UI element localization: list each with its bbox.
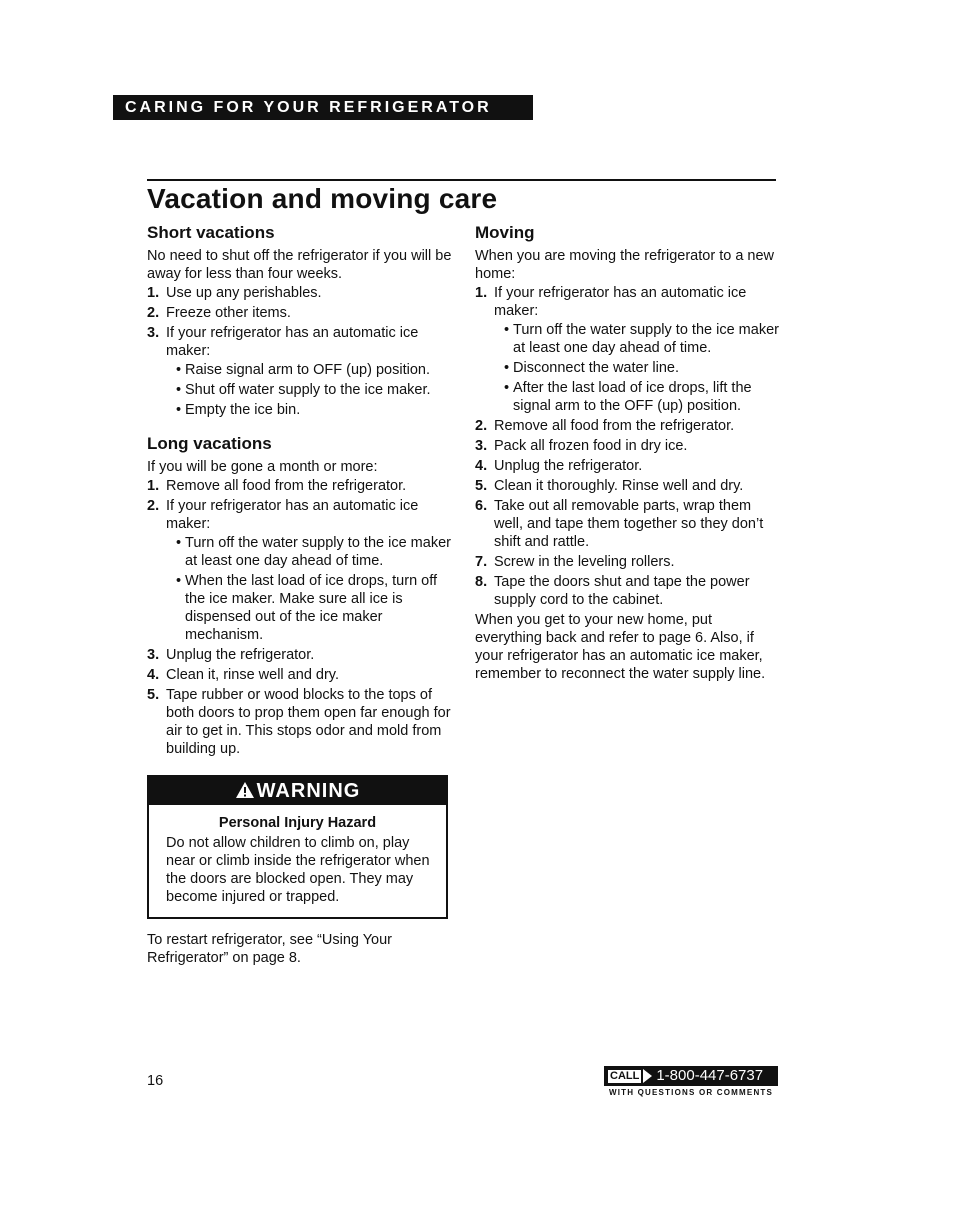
warning-title: Personal Injury Hazard	[218, 815, 377, 831]
call-label: CALL	[606, 1068, 643, 1085]
step-number: 5.	[475, 478, 488, 494]
moving-bullets	[494, 321, 780, 415]
step-text: If your refrigerator has an automatic ice maker:	[494, 285, 747, 319]
moving-steps	[475, 284, 780, 609]
short-vacations-section	[147, 222, 452, 419]
step-text: Tape the doors shut and tape the power supply cord to the cabinet.	[494, 574, 750, 608]
list-item	[475, 553, 780, 571]
section-gap	[147, 421, 452, 433]
step-text: Take out all removable parts, wrap them well, and tape them together so they don’t shift and rattle.	[494, 498, 764, 550]
step-text: Clean it, rinse well and dry.	[166, 667, 340, 683]
list-item	[147, 477, 452, 495]
phone-number: 1-800-447-6737	[656, 1067, 764, 1084]
step-text: Clean it thoroughly. Rinse well and dry.	[494, 478, 744, 494]
warning-label: WARNING	[256, 780, 361, 802]
step-number: 1.	[147, 478, 160, 494]
step-text: Freeze other items.	[166, 305, 291, 321]
bullet-item: • Turn off the water supply to the ice maker at least one day ahead of time.	[166, 534, 452, 570]
bullet-item: • Empty the ice bin.	[166, 401, 452, 419]
step-text: Pack all frozen food in dry ice.	[494, 438, 688, 454]
step-number: 2.	[147, 305, 160, 321]
list-item	[475, 573, 780, 609]
call-subtext: WITH QUESTIONS OR COMMENTS	[608, 1088, 774, 1097]
restart-note: To restart refrigerator, see “Using Your Refrigerator” on page 8.	[147, 932, 393, 966]
bullet-item: • Disconnect the water line.	[494, 359, 780, 377]
left-column	[147, 222, 452, 760]
bullet-item: • Turn off the water supply to the ice maker at least one day ahead of time.	[494, 321, 780, 357]
right-column	[475, 222, 780, 683]
section-header-bar	[113, 95, 533, 120]
list-item	[475, 497, 780, 551]
short-vacations-bullets	[166, 361, 452, 419]
list-item	[475, 284, 780, 415]
short-vacations-intro: No need to shut off the refrigerator if you will be away for less than four weeks.	[147, 248, 452, 282]
warning-triangle-icon	[235, 781, 255, 799]
moving-outro: When you get to your new home, put everything back and refer to page 6. Also, if your refrigerator has an automatic ice maker, remember to reconnect the water supply line.	[475, 612, 766, 682]
title-rule	[147, 179, 776, 181]
short-vacations-heading: Short vacations	[147, 223, 275, 242]
list-item	[147, 324, 452, 419]
list-item	[147, 497, 452, 644]
step-text: Use up any perishables.	[166, 285, 322, 301]
long-vacations-steps	[147, 477, 452, 758]
step-number: 6.	[475, 498, 488, 514]
step-number: 2.	[475, 418, 488, 434]
step-text: If your refrigerator has an automatic ice maker:	[166, 325, 419, 359]
list-item	[475, 417, 780, 435]
moving-heading: Moving	[475, 223, 535, 242]
list-item	[475, 437, 780, 455]
step-number: 2.	[147, 498, 160, 514]
step-number: 8.	[475, 574, 488, 590]
warning-body: Do not allow children to climb on, play near or climb inside the refrigerator when the doors are blocked open. They may become injured or trapped.	[166, 835, 430, 905]
step-number: 1.	[147, 285, 160, 301]
step-number: 7.	[475, 554, 488, 570]
step-number: 4.	[147, 667, 160, 683]
list-item	[475, 477, 780, 495]
page-number: 16	[147, 1073, 164, 1089]
step-text: Tape rubber or wood blocks to the tops of both doors to prop them open far enough for air to get in. This stops odor and mold from building up.	[166, 687, 451, 757]
arrow-right-icon	[643, 1069, 652, 1083]
step-number: 3.	[475, 438, 488, 454]
warning-header	[149, 777, 446, 805]
moving-section	[475, 222, 780, 683]
bullet-item: • Raise signal arm to OFF (up) position.	[166, 361, 452, 379]
step-number: 4.	[475, 458, 488, 474]
step-text: Screw in the leveling rollers.	[494, 554, 675, 570]
list-item	[475, 457, 780, 475]
step-text: Remove all food from the refrigerator.	[166, 478, 407, 494]
bullet-item: • Shut off water supply to the ice maker.	[166, 381, 452, 399]
list-item	[147, 284, 452, 302]
long-vacations-heading: Long vacations	[147, 434, 272, 453]
call-banner	[604, 1066, 778, 1086]
step-text: If your refrigerator has an automatic ice maker:	[166, 498, 419, 532]
list-item	[147, 646, 452, 664]
list-item	[147, 686, 452, 758]
long-vacations-section	[147, 433, 452, 758]
step-text: Remove all food from the refrigerator.	[494, 418, 735, 434]
moving-intro: When you are moving the refrigerator to a new home:	[475, 248, 775, 282]
page-title: Vacation and moving care	[147, 183, 498, 214]
warning-box	[147, 775, 448, 919]
long-vacations-bullets	[166, 534, 452, 644]
step-text: Unplug the refrigerator.	[166, 647, 315, 663]
step-text: Unplug the refrigerator.	[494, 458, 643, 474]
bullet-item: • When the last load of ice drops, turn off the ice maker. Make sure all ice is dispensed out of the ice maker mechanism.	[166, 572, 452, 644]
list-item	[147, 666, 452, 684]
step-number: 3.	[147, 647, 160, 663]
short-vacations-steps	[147, 284, 452, 419]
step-number: 5.	[147, 687, 160, 703]
long-vacations-intro: If you will be gone a month or more:	[147, 459, 378, 475]
step-number: 1.	[475, 285, 488, 301]
step-number: 3.	[147, 325, 160, 341]
list-item	[147, 304, 452, 322]
section-header-label: CARING FOR YOUR REFRIGERATOR	[125, 99, 492, 116]
bullet-item: • After the last load of ice drops, lift the signal arm to the OFF (up) position.	[494, 379, 780, 415]
